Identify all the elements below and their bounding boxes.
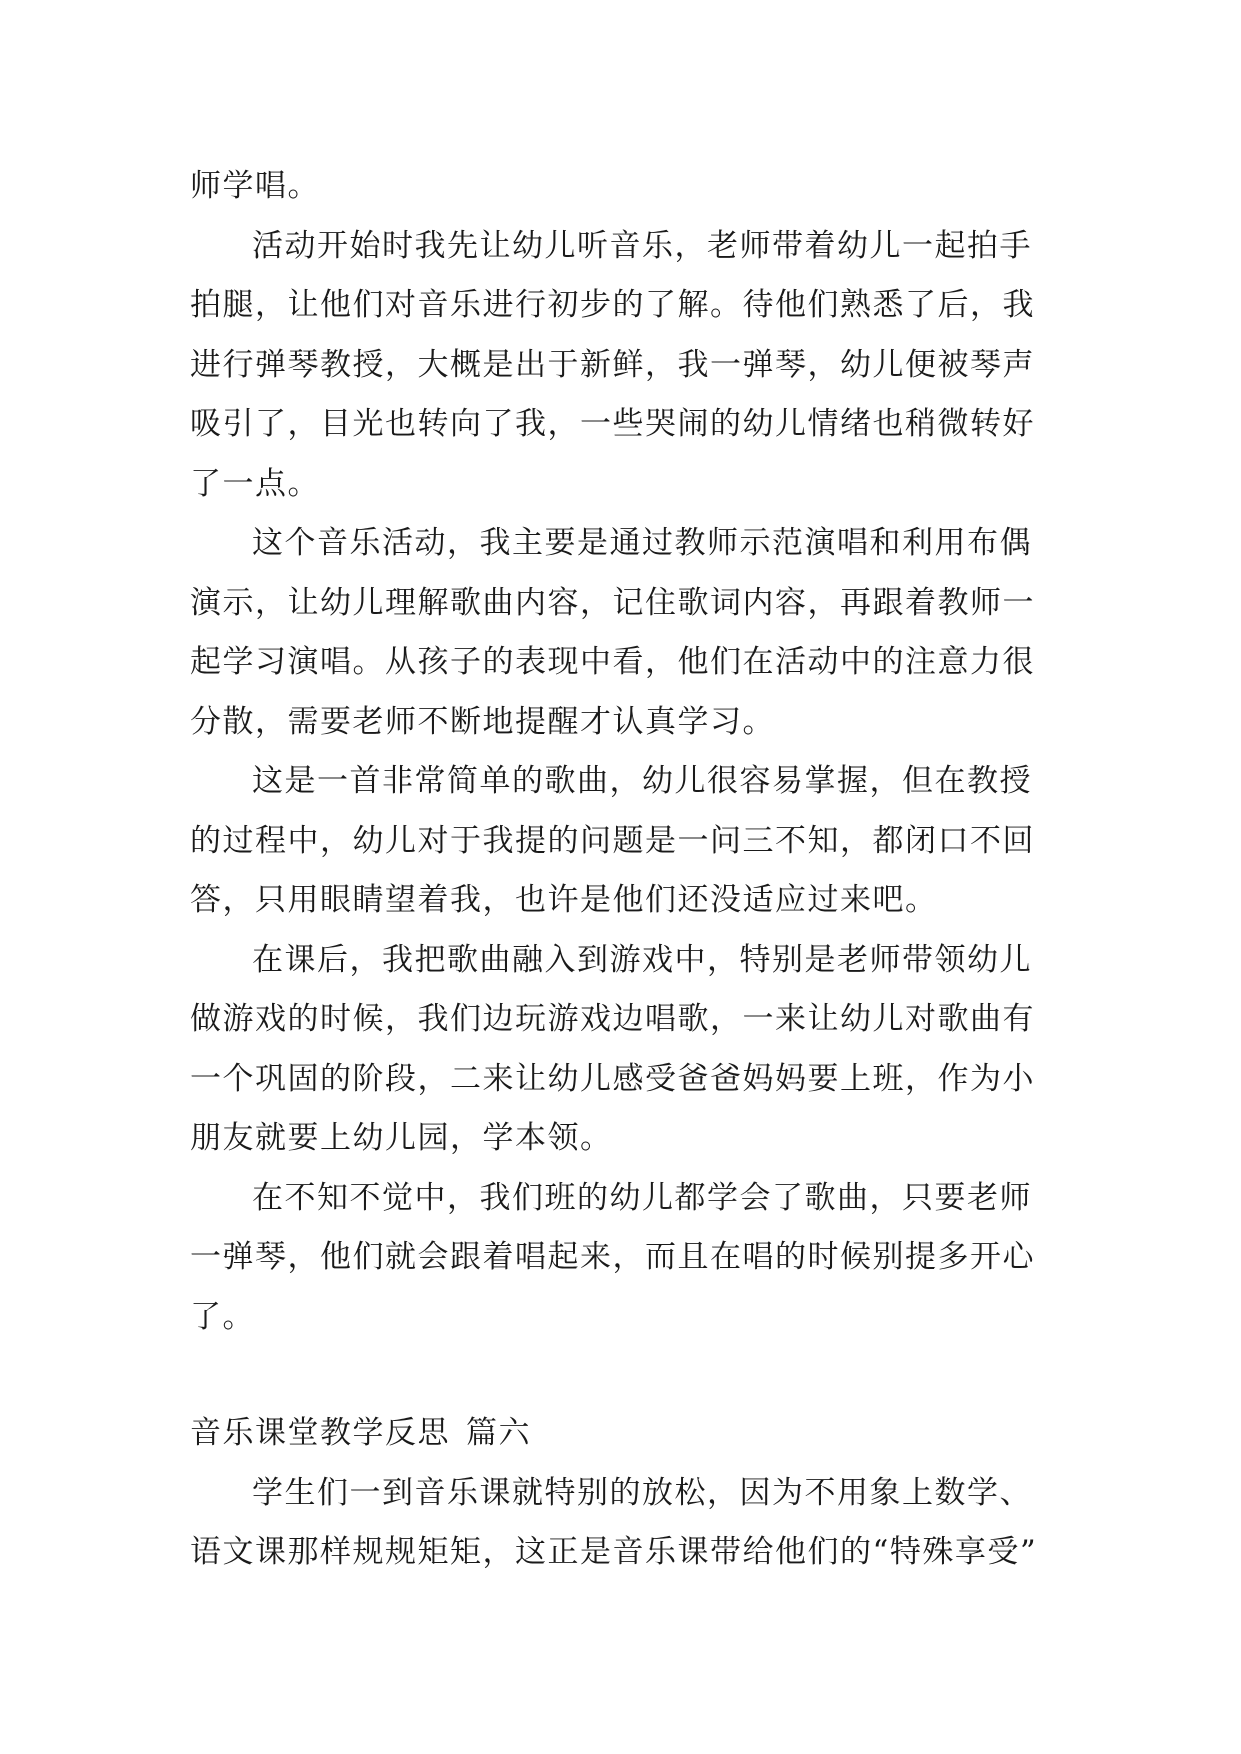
text-line: 了。 xyxy=(190,1298,255,1335)
paragraph-continuation xyxy=(190,574,1060,753)
text-line: 做游戏的时候，我们边玩游戏边唱歌，一来让幼儿对歌曲有 xyxy=(190,1001,1035,1037)
text-line: 语文课那样规规矩矩，这正是音乐课带给他们的“特殊享受” xyxy=(190,1534,1038,1570)
text-line: 这是一首非常简单的歌曲，幼儿很容易掌握，但在教授 xyxy=(252,763,1032,799)
paragraph xyxy=(190,1464,1060,1524)
section-heading xyxy=(190,1404,1060,1464)
document-body xyxy=(190,157,1060,1583)
text-line: 一弹琴，他们就会跟着唱起来，而且在唱的时候别提多开心 xyxy=(190,1239,1035,1275)
section-part-label: 篇六 xyxy=(466,1415,531,1451)
text-line: 师学唱。 xyxy=(190,168,320,204)
text-line: 在课后，我把歌曲融入到游戏中，特别是老师带领幼儿 xyxy=(252,941,1032,978)
paragraph xyxy=(190,217,1060,277)
paragraph-continuation xyxy=(190,990,1060,1169)
section-title: 音乐课堂教学反思 xyxy=(190,1415,450,1451)
text-line: 一个巩固的阶段，二来让幼儿感受爸爸妈妈要上班，作为小 xyxy=(190,1060,1035,1097)
paragraph xyxy=(190,752,1060,812)
text-line: 起学习演唱。从孩子的表现中看，他们在活动中的注意力很 xyxy=(190,644,1035,680)
paragraph xyxy=(190,931,1060,991)
text-line: 活动开始时我先让幼儿听音乐，老师带着幼儿一起拍手 xyxy=(252,227,1032,264)
text-line: 分散，需要老师不断地提醒才认真学习。 xyxy=(190,703,775,740)
text-line: 这个音乐活动，我主要是通过教师示范演唱和利用布偶 xyxy=(252,525,1032,561)
text-line: 朋友就要上幼儿园，学本领。 xyxy=(190,1120,613,1156)
paragraph xyxy=(190,157,1060,217)
text-line: 的过程中，幼儿对于我提的问题是一问三不知，都闭口不回 xyxy=(190,822,1035,859)
text-line: 在不知不觉中，我们班的幼儿都学会了歌曲，只要老师 xyxy=(252,1179,1032,1216)
text-line: 学生们一到音乐课就特别的放松，因为不用象上数学、 xyxy=(252,1474,1032,1511)
paragraph xyxy=(190,514,1060,574)
text-line: 演示，让幼儿理解歌曲内容，记住歌词内容，再跟着教师一 xyxy=(190,584,1035,621)
text-line: 进行弹琴教授，大概是出于新鲜，我一弹琴，幼儿便被琴声 xyxy=(190,346,1035,383)
text-line: 拍腿，让他们对音乐进行初步的了解。待他们熟悉了后，我 xyxy=(190,287,1035,323)
text-line: 答，只用眼睛望着我，也许是他们还没适应过来吧。 xyxy=(190,882,938,918)
paragraph-continuation xyxy=(190,812,1060,931)
section-gap xyxy=(190,1347,1060,1404)
paragraph-continuation xyxy=(190,1228,1060,1347)
paragraph xyxy=(190,1169,1060,1229)
text-line: 吸引了，目光也转向了我，一些哭闹的幼儿情绪也稍微转好 xyxy=(190,406,1035,442)
paragraph-continuation xyxy=(190,1523,1060,1583)
text-line: 了一点。 xyxy=(190,465,320,502)
paragraph-continuation xyxy=(190,276,1060,514)
